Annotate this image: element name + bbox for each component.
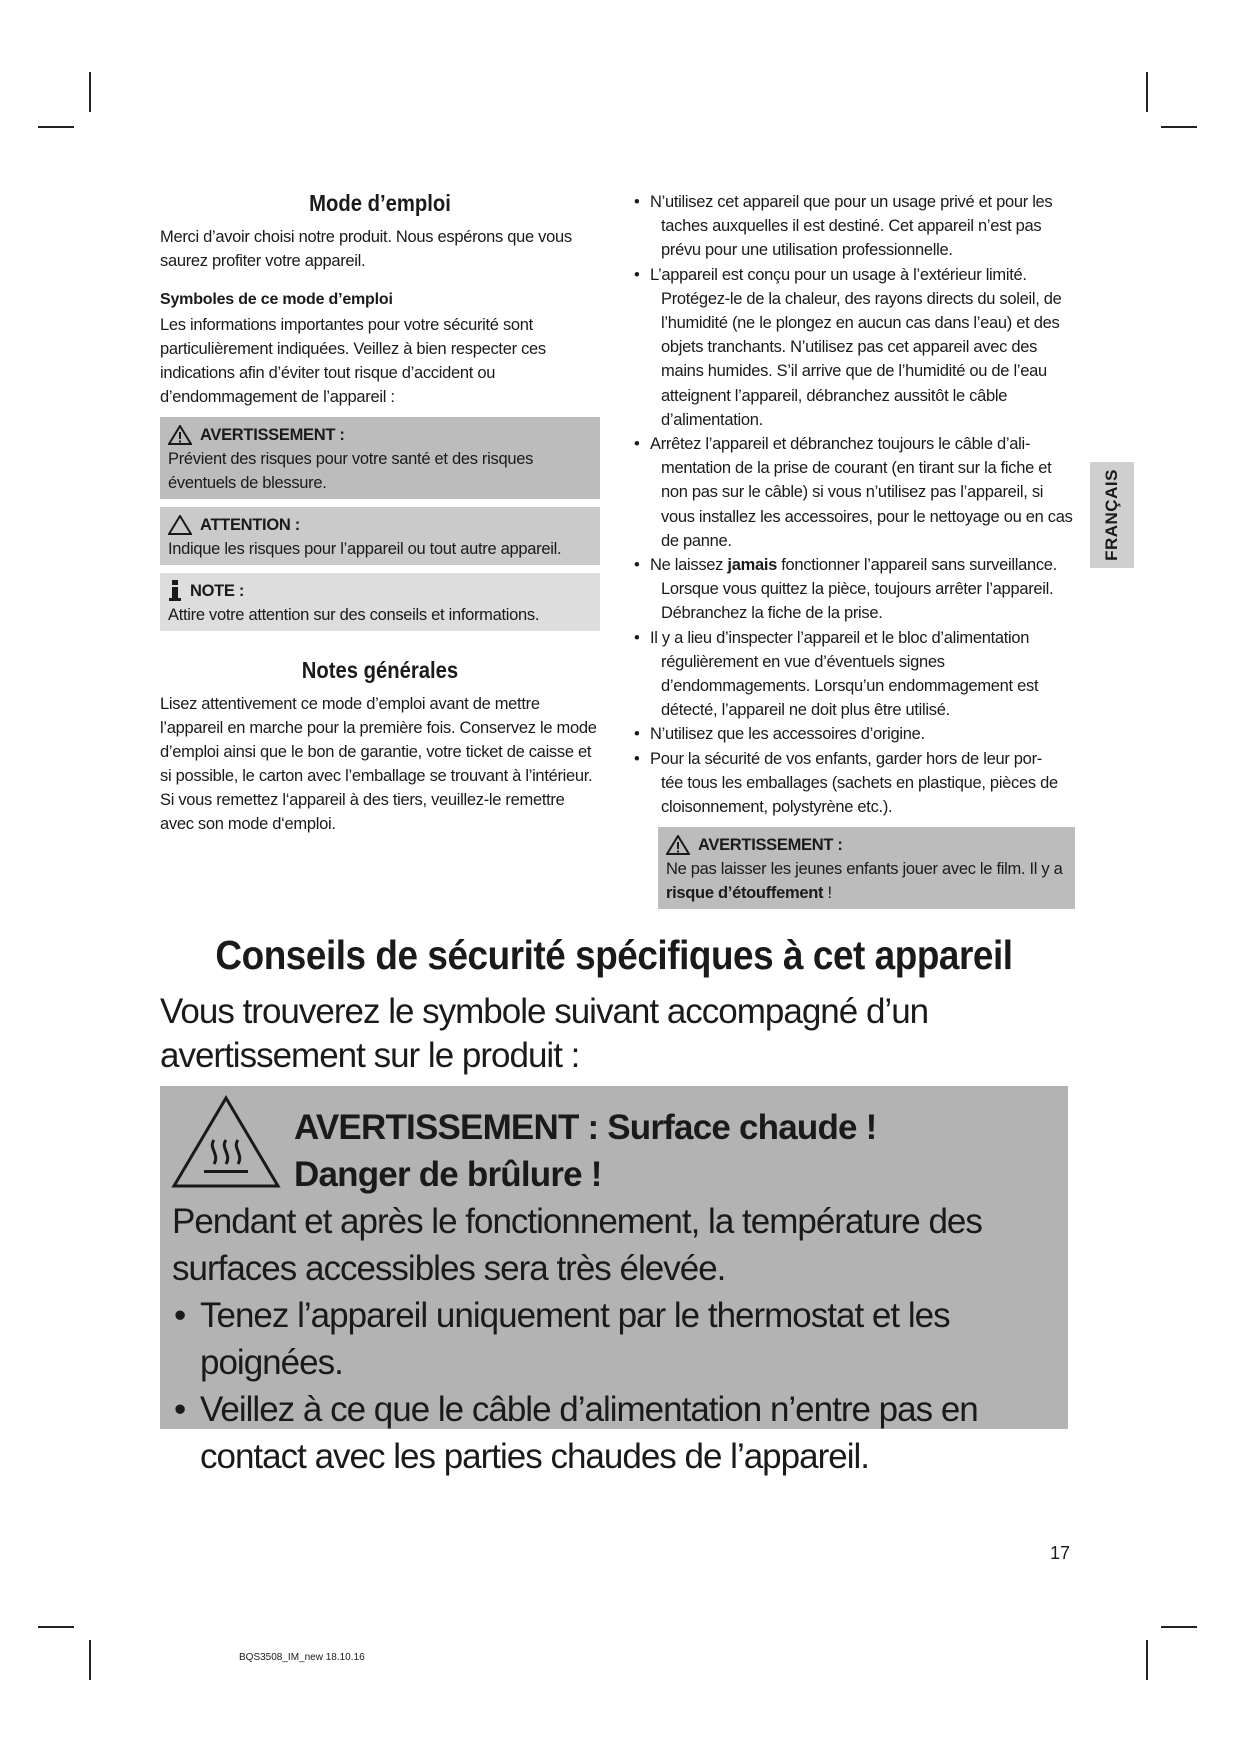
- language-tab: [1090, 462, 1134, 568]
- children-warning-text-start: Ne pas laisser les jeunes enfants jouer avec le film. Il y a: [666, 860, 1063, 879]
- crop-mark: [38, 1626, 74, 1628]
- page-number: 17: [1050, 1543, 1071, 1563]
- hot-surface-heading: [294, 1104, 876, 1198]
- language-tab-label: FRANÇAIS: [1102, 469, 1121, 561]
- bullet-first-line: N’utilisez que les accessoires d’origine.: [650, 725, 925, 744]
- children-warning-text: [666, 857, 1067, 905]
- symbols-heading: Symboles de ce mode d’emploi: [160, 291, 393, 308]
- crop-mark: [1161, 126, 1197, 128]
- left-column: [160, 190, 600, 836]
- crop-mark: [89, 1640, 91, 1680]
- attention-box-label: ATTENTION :: [200, 516, 300, 534]
- bullet-bold-word: jamais: [727, 556, 777, 575]
- attention-symbol-box: [160, 507, 600, 565]
- warning-symbol-box: [160, 417, 600, 499]
- attention-triangle-icon: [168, 515, 192, 535]
- bullet-continuation: taches auxquelles il est destiné. Cet appareil n’est pas prévu pour une utilisation professionnelle.: [661, 217, 1042, 260]
- list-item: [632, 626, 1075, 723]
- crop-mark: [38, 126, 74, 128]
- bullet-continuation: mentation de la prise de courant (en tirant sur la fiche et non pas sur le câble) si vous n’utilisez pas l’appareil, si vous installez les accessoires, pour le nettoyage ou en cas de panne.: [661, 459, 1073, 550]
- bullet-continuation: Protégez-le de la chaleur, des rayons directs du soleil, de l’humidité (ne le plongez en aucun cas dans l’eau) et des objets tranchants. N’utilisez pas cet appareil avec des mains humides. S’il arrive que de l’humidité ou de l’eau atteignent l’appareil, débranchez aussitôt le câble d’alimentation.: [661, 289, 1062, 429]
- list-item: [632, 747, 1075, 820]
- crop-mark: [1161, 1626, 1197, 1628]
- right-column: [632, 190, 1075, 909]
- bullet-first-line: L’appareil est conçu pour un usage à l’extérieur limité.: [650, 265, 1027, 284]
- warning-box-text: Prévient des risques pour votre santé et des risques éventuels de blessure.: [168, 450, 534, 492]
- note-symbol-box: [160, 573, 600, 631]
- safety-bullet-list: [632, 190, 1075, 819]
- children-warning-label: AVERTISSEMENT :: [698, 836, 843, 855]
- children-warning-box: [658, 827, 1075, 909]
- children-warning-title: [666, 833, 1067, 857]
- bullet-continuation: tée tous les emballages (sachets en plastique, pièces de cloisonnement, polystyrène etc.).: [661, 773, 1058, 817]
- hot-surface-body: [172, 1198, 1052, 1480]
- section-title-notes-generales: Notes générales: [301, 657, 459, 683]
- crop-mark: [1146, 72, 1148, 112]
- attention-box-title: [168, 513, 592, 537]
- warning-box-label: AVERTISSEMENT :: [200, 426, 345, 444]
- list-item: [632, 553, 1075, 626]
- bullet-first-line: Ne laissez: [650, 556, 728, 575]
- list-item: [632, 190, 1075, 263]
- hot-surface-heading-line2: Danger de brûlure !: [294, 1155, 602, 1194]
- note-box-text: Attire votre attention sur des conseils et informations.: [168, 606, 540, 624]
- list-item: [632, 263, 1075, 432]
- list-item: [632, 722, 1075, 746]
- crop-mark: [1146, 1640, 1148, 1680]
- children-warning-bold: risque d’étouffement: [666, 884, 824, 903]
- bullet-continuation: régulièrement en vue d’éventuels signes d’endommagements. Lorsqu’un endommagement est détecté, l’appareil ne doit plus être utilisé.: [661, 652, 1039, 720]
- bullet-first-line-end: fonctionner l’appareil sans surveillance.: [776, 556, 1057, 575]
- list-item: [632, 432, 1075, 553]
- footer-file-info: BQS3508_IM_new 18.10.16: [239, 1652, 365, 1663]
- intro-text: Merci d’avoir choisi notre produit. Nous espérons que vous saurez profiter votre appareil.: [160, 228, 572, 270]
- warning-box-title: [168, 423, 592, 447]
- symbols-text: Les informations importantes pour votre sécurité sont particulièrement indiquées. Veillez à bien respecter ces indications afin d’éviter tout risque d’accident ou d’endommagement de l’appareil :: [160, 316, 546, 406]
- warning-triangle-icon: [666, 835, 690, 855]
- warning-triangle-icon: [168, 425, 192, 445]
- safety-intro: Vous trouverez le symbole suivant accompagné d’un avertissement sur le produit :: [160, 992, 929, 1075]
- info-icon: [168, 580, 182, 602]
- hot-surface-bullets: [172, 1292, 1052, 1480]
- list-item: • Veillez à ce que le câble d’alimentation n’entre pas en contact avec les parties chaudes de l’appareil.: [172, 1386, 1052, 1480]
- safety-title: Conseils de sécurité spécifiques à cet appareil: [215, 932, 1013, 978]
- hot-surface-warning-box: [160, 1086, 1068, 1476]
- bullet-first-line: Pour la sécurité de vos enfants, garder hors de leur por-: [650, 749, 1042, 768]
- children-warning-text-end: !: [823, 884, 832, 903]
- note-box-title: [168, 579, 592, 603]
- bullet-continuation: Lorsque vous quittez la pièce, toujours arrêter l’appareil. Débranchez la fiche de la prise.: [661, 580, 1054, 623]
- hot-surface-icon: [170, 1094, 282, 1190]
- general-notes-text: Lisez attentivement ce mode d’emploi avant de mettre l’appareil en marche pour la première fois. Conservez le mode d’emploi ainsi que le bon de garantie, votre ticket de caisse et si possible, le carton avec l’emballage se trouvant à l’intérieur. Si vous remettez l‘appareil à des tiers, veuillez-le remettre avec son mode d‘emploi.: [160, 695, 597, 833]
- hot-surface-text: Pendant et après le fonctionnement, la température des surfaces accessibles sera très élevée.: [172, 1202, 982, 1288]
- section-title-mode-emploi: Mode d’emploi: [309, 190, 451, 216]
- list-item: • Tenez l’appareil uniquement par le thermostat et les poignées.: [172, 1292, 1052, 1386]
- bullet-first-line: N’utilisez cet appareil que pour un usage privé et pour les: [650, 193, 1053, 211]
- bullet-first-line: Arrêtez l’appareil et débranchez toujours le câble d’ali-: [650, 435, 1031, 454]
- note-box-label: NOTE :: [190, 582, 245, 600]
- crop-mark: [89, 72, 91, 112]
- bullet-first-line: Il y a lieu d’inspecter l’appareil et le bloc d’alimentation: [650, 628, 1030, 647]
- hot-surface-heading-line1: AVERTISSEMENT : Surface chaude !: [294, 1108, 877, 1147]
- attention-box-text: Indique les risques pour l’appareil ou tout autre appareil.: [168, 540, 562, 558]
